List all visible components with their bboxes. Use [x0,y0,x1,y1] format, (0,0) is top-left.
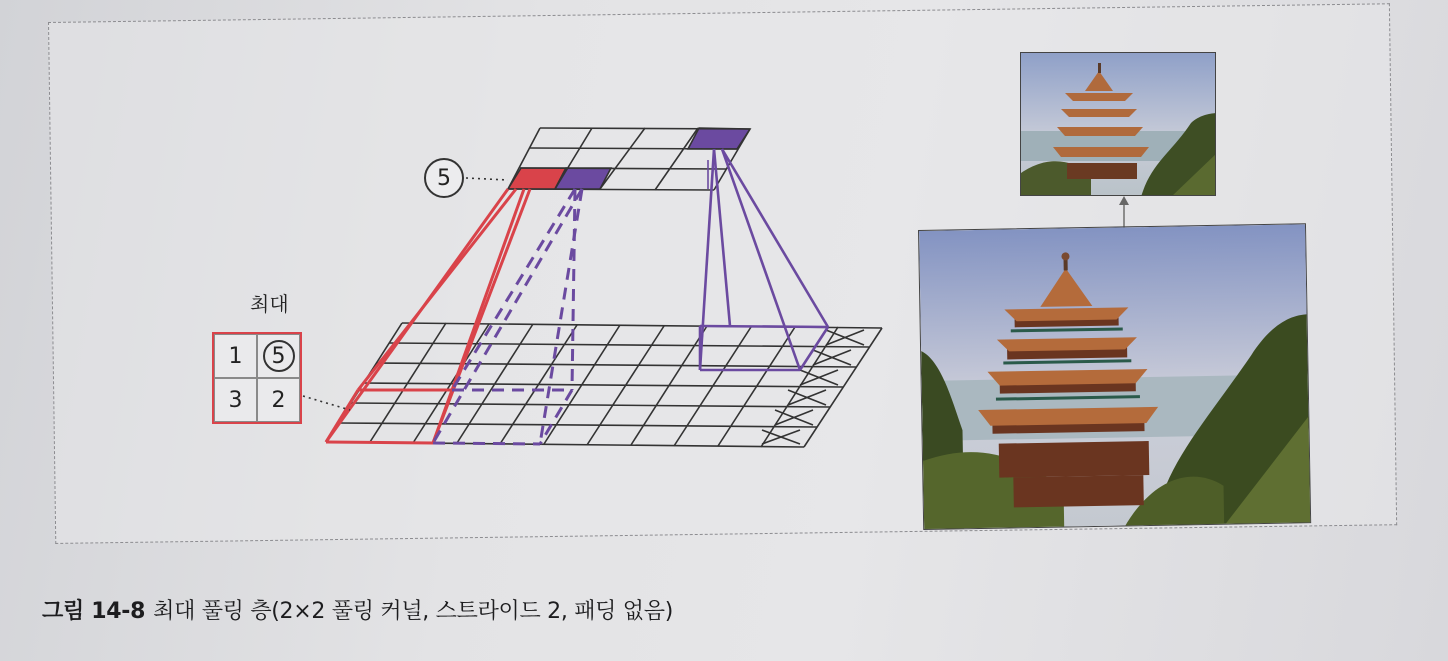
purple-dashed-projection [433,189,582,444]
figure-caption [42,594,673,625]
pooled-value: 5 [437,165,451,191]
max-label: 최대 [250,292,289,316]
input-feature-map-grid [326,323,882,447]
pool-cell: 2 [257,378,300,422]
leader-lines [303,178,508,410]
pool-cell: 3 [214,378,257,422]
pooled-value-callout [424,158,464,198]
max-circle: 5 [263,340,295,372]
pooling-window [212,332,302,424]
pagoda-photo [918,223,1311,530]
pool-cell: 1 [214,334,257,378]
figure-number: 그림 14-8 [42,599,146,624]
pool-cell-max [257,334,300,378]
figure-caption-text: 최대 풀링 층(2×2 풀링 커널, 스트라이드 2, 패딩 없음) [153,599,673,624]
pagoda-photo-small [1020,52,1216,196]
